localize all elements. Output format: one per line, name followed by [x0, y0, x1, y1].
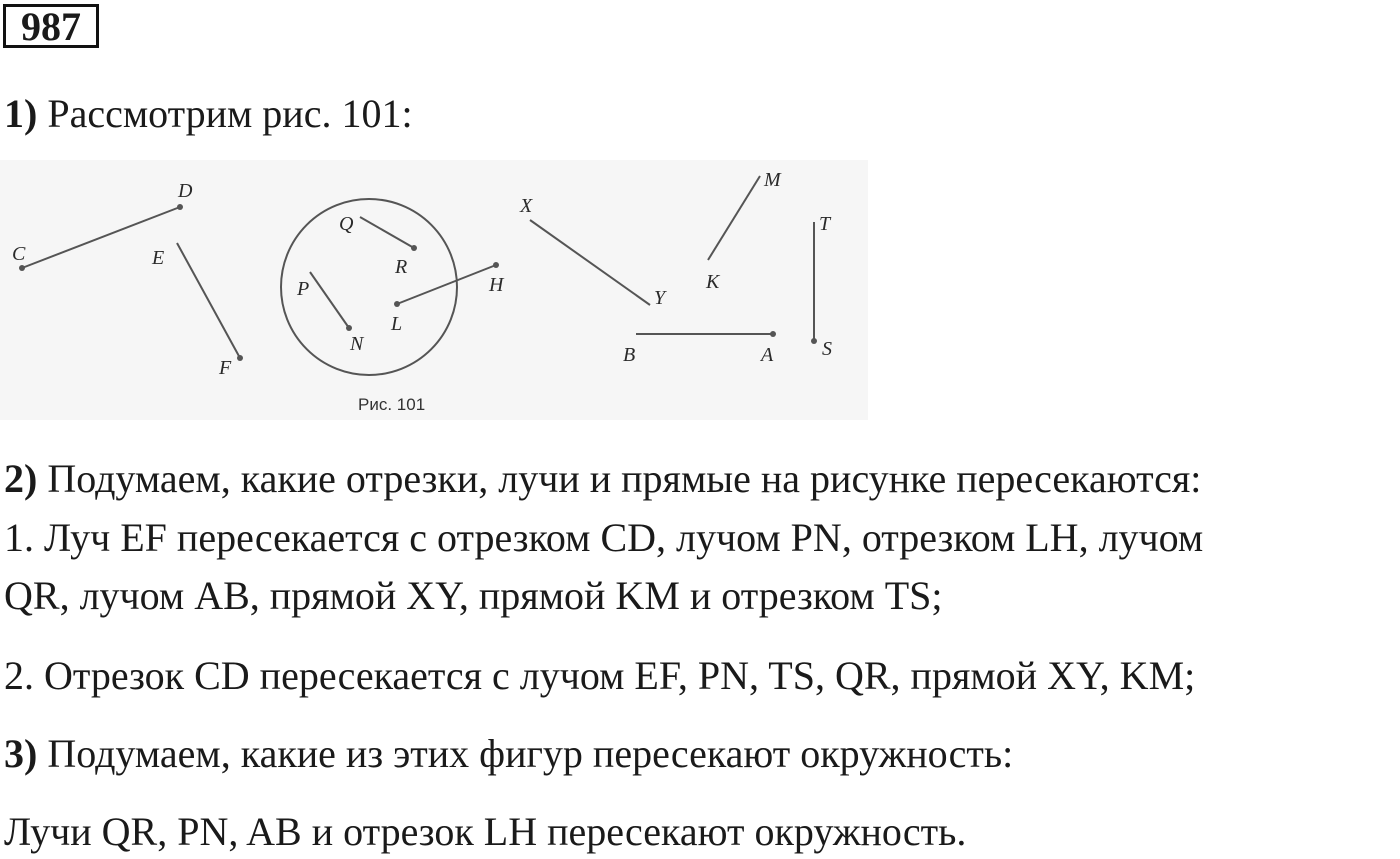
task-number: 987: [3, 4, 99, 48]
figure-101: [0, 160, 868, 420]
figure-caption: Рис. 101: [358, 395, 426, 414]
point-l: [394, 301, 400, 307]
ray-pn: [310, 272, 349, 328]
ray-qr: [360, 217, 414, 248]
step-1: [4, 90, 413, 138]
label-l: L: [391, 313, 403, 335]
step-1-marker: 1): [4, 91, 38, 136]
step-3-text: Подумаем, какие из этих фигур пересекают окружность:: [37, 731, 1014, 776]
step-2-item-2: 2. Отрезок CD пересекается с лучом EF, PN, TS, QR, прямой XY, KM;: [4, 653, 1196, 698]
label-c: C: [12, 243, 26, 265]
step-2-marker: 2): [4, 456, 38, 501]
line-km: [708, 176, 760, 260]
label-s: S: [822, 338, 832, 360]
point-r: [411, 245, 417, 251]
label-r: R: [395, 256, 408, 278]
label-q: Q: [339, 213, 354, 235]
label-k: K: [706, 271, 720, 293]
step-2: [4, 455, 1201, 503]
label-m: M: [764, 169, 781, 191]
point-d: [177, 204, 183, 210]
label-a: A: [761, 344, 774, 366]
label-d: D: [178, 180, 193, 202]
step-2-item-1-line-1: 1. Луч EF пересекается с отрезком CD, лучом PN, отрезком LH, лучом: [4, 515, 1204, 560]
point-n: [346, 325, 352, 331]
point-a: [770, 331, 776, 337]
step-1-text: Рассмотрим рис. 101:: [37, 91, 413, 136]
label-h: H: [489, 274, 504, 296]
line-xy: [530, 220, 650, 305]
point-s: [811, 338, 817, 344]
label-x: X: [520, 195, 533, 217]
point-c: [19, 265, 25, 271]
step-3-marker: 3): [4, 731, 38, 776]
label-e: E: [152, 247, 165, 269]
figure-101-drawing: [0, 160, 868, 420]
segment-lh: [397, 265, 496, 304]
label-f: F: [219, 357, 232, 379]
step-3: [4, 730, 1013, 778]
label-n: N: [350, 333, 364, 355]
label-b: B: [623, 344, 636, 366]
step-2-text: Подумаем, какие отрезки, лучи и прямые на рисунке пересекаются:: [37, 456, 1202, 501]
point-h: [493, 262, 499, 268]
step-3-answer: Лучи QR, PN, AB и отрезок LH пересекают окружность.: [4, 809, 967, 854]
label-p: P: [297, 278, 310, 300]
label-y: Y: [654, 287, 666, 309]
ray-ef: [177, 243, 240, 358]
point-f: [237, 355, 243, 361]
step-2-item-1-line-2: QR, лучом AB, прямой XY, прямой KM и отрезком TS;: [4, 573, 943, 618]
label-t: T: [819, 213, 831, 235]
